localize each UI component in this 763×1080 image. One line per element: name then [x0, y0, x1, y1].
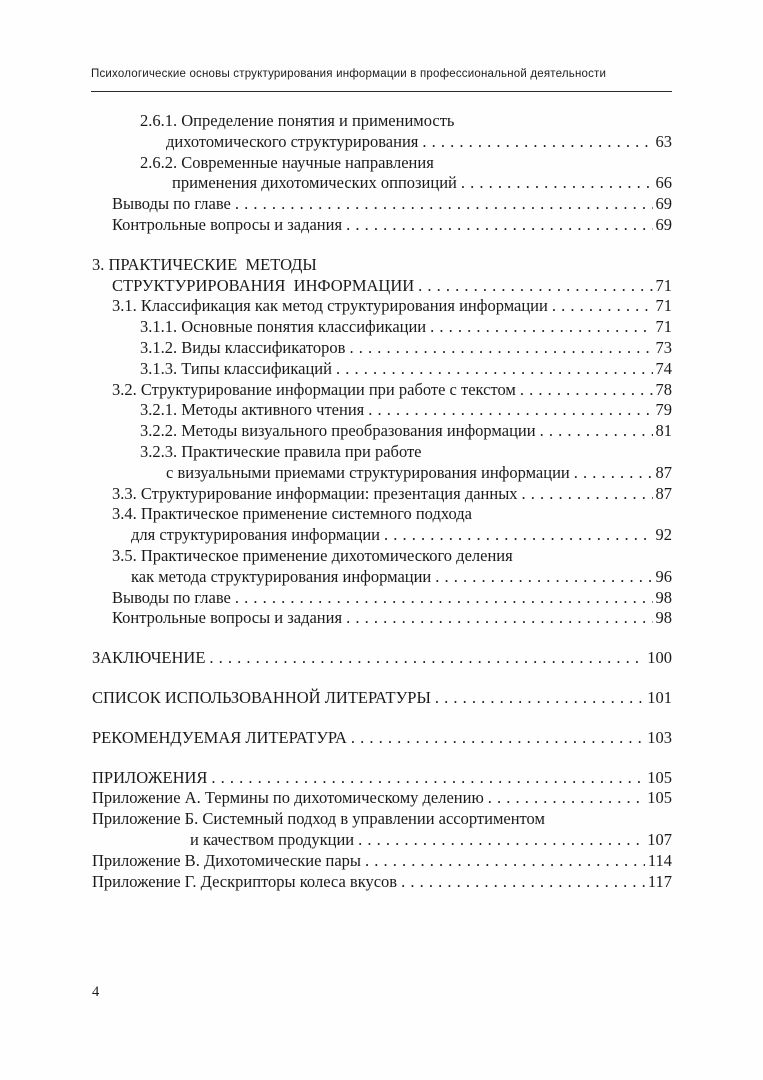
toc-entry-text: 3.2.2. Методы визуального преобразования информации [140, 421, 536, 441]
toc-entry-line [92, 153, 672, 174]
toc-entry-line [92, 728, 672, 749]
toc-page-number: 79 [655, 400, 672, 420]
toc-entry [92, 255, 672, 297]
dot-leader [540, 421, 653, 442]
dot-leader [209, 648, 644, 669]
toc-entry-text: Приложение В. Дихотомические пары [92, 850, 362, 870]
toc-page-number: 78 [655, 379, 672, 399]
toc-page-number: 98 [655, 587, 672, 607]
toc-entry-text: 3.3. Структурирование информации: презентация данных [112, 483, 518, 503]
dot-leader [235, 588, 653, 609]
dot-leader [346, 608, 652, 629]
dot-leader [435, 688, 644, 709]
dot-leader [461, 173, 653, 194]
toc-page-number: 92 [655, 525, 672, 545]
table-of-contents [92, 111, 672, 892]
dot-leader [430, 317, 652, 338]
toc-entry-text: 3.1.3. Типы классификаций [140, 358, 332, 378]
toc-entry-line [92, 317, 672, 338]
header-rule [91, 91, 672, 92]
toc-entry-line [92, 688, 672, 709]
toc-entry [92, 484, 672, 505]
toc-entry-text: как метода структурирования информации [131, 566, 432, 586]
toc-entry [92, 111, 672, 153]
running-head: Психологические основы структурирования информации в профессиональной деятельности [91, 68, 607, 80]
toc-entry-text: 3.1.1. Основные понятия классификации [140, 317, 427, 337]
toc-entry-text: 3. ПРАКТИЧЕСКИЕ МЕТОДЫ [92, 254, 317, 274]
toc-entry-line [92, 276, 672, 297]
toc-entry [92, 380, 672, 401]
toc-entry-line [92, 648, 672, 669]
toc-entry [92, 400, 672, 421]
toc-page-number: 114 [647, 850, 672, 870]
toc-page-number: 63 [655, 131, 672, 151]
toc-entry [92, 215, 672, 236]
dot-leader [235, 194, 653, 215]
toc-entry [92, 851, 672, 872]
toc-entry-text: СПИСОК ИСПОЛЬЗОВАННОЙ ЛИТЕРАТУРЫ [92, 687, 431, 707]
toc-page-number: 81 [655, 421, 672, 441]
toc-entry-text: ЗАКЛЮЧЕНИЕ [92, 648, 206, 668]
toc-entry-text: 3.2. Структурирование информации при работе с текстом [112, 379, 516, 399]
dot-leader [351, 728, 644, 749]
toc-page-number: 105 [647, 767, 672, 787]
toc-entry [92, 688, 672, 709]
toc-entry-text: Приложение Б. Системный подход в управлении ассортиментом [92, 809, 545, 829]
toc-page-number: 103 [647, 727, 672, 747]
toc-page-number: 105 [647, 788, 672, 808]
dot-leader [435, 567, 652, 588]
toc-entry-line [92, 768, 672, 789]
toc-entry-line [92, 421, 672, 442]
toc-entry-text: 2.6.2. Современные научные направления [140, 152, 434, 172]
toc-entry [92, 153, 672, 195]
toc-entry-line [92, 504, 672, 525]
toc-entry-text: с визуальными приемами структурирования информации [166, 462, 570, 482]
toc-entry-text: дихотомического структурирования [166, 131, 419, 151]
toc-entry [92, 442, 672, 484]
dot-leader [418, 276, 652, 297]
toc-entry-text: Приложение А. Термины по дихотомическому делению [92, 788, 484, 808]
toc-entry [92, 588, 672, 609]
toc-page-number: 74 [655, 358, 672, 378]
toc-entry-line [92, 442, 672, 463]
toc-page-number: 71 [655, 275, 672, 295]
toc-entry-line [92, 608, 672, 629]
toc-entry-text: применения дихотомических оппозиций [172, 173, 457, 193]
dot-leader [368, 400, 652, 421]
toc-entry-line [92, 525, 672, 546]
dot-leader [574, 463, 653, 484]
dot-leader [401, 872, 645, 893]
toc-entry-line [92, 111, 672, 132]
toc-page-number: 96 [655, 566, 672, 586]
toc-entry-line [92, 588, 672, 609]
toc-entry-text: Контрольные вопросы и задания [112, 608, 343, 628]
toc-entry [92, 296, 672, 317]
toc-entry-text: Выводы по главе [112, 194, 231, 214]
toc-page-number: 117 [647, 871, 672, 891]
toc-page-number: 71 [655, 317, 672, 337]
dot-leader [488, 788, 644, 809]
toc-entry-line [92, 173, 672, 194]
toc-page-number: 69 [655, 194, 672, 214]
toc-entry-line [92, 338, 672, 359]
toc-entry-line [92, 546, 672, 567]
toc-entry-line [92, 359, 672, 380]
toc-page-number: 87 [655, 483, 672, 503]
toc-page-number: 107 [647, 829, 672, 849]
toc-entry-line [92, 400, 672, 421]
toc-entry [92, 421, 672, 442]
toc-entry-text: для структурирования информации [131, 525, 380, 545]
dot-leader [336, 359, 653, 380]
toc-entry-line [92, 380, 672, 401]
toc-page-number: 98 [655, 608, 672, 628]
toc-entry-line [92, 296, 672, 317]
toc-entry-text: Приложение Г. Дескрипторы колеса вкусов [92, 871, 398, 891]
dot-leader [422, 132, 652, 153]
toc-entry [92, 728, 672, 749]
toc-page-number: 69 [655, 214, 672, 234]
dot-leader [346, 215, 652, 236]
toc-page-number: 66 [655, 173, 672, 193]
toc-entry-line [92, 484, 672, 505]
toc-entry [92, 317, 672, 338]
toc-entry-line [92, 830, 672, 851]
toc-entry-line [92, 872, 672, 893]
toc-entry-text: 2.6.1. Определение понятия и применимость [140, 111, 455, 130]
dot-leader [552, 296, 653, 317]
toc-entry-text: 3.4. Практическое применение системного подхода [112, 504, 472, 524]
dot-leader [384, 525, 653, 546]
toc-entry [92, 608, 672, 629]
toc-entry-text: 3.2.1. Методы активного чтения [140, 400, 365, 420]
toc-entry-text: и качеством продукции [190, 829, 355, 849]
toc-page-number: 87 [655, 462, 672, 482]
dot-leader [349, 338, 652, 359]
toc-entry [92, 504, 672, 546]
toc-page-number: 101 [647, 687, 672, 707]
dot-leader [358, 830, 644, 851]
toc-entry-line [92, 809, 672, 830]
toc-entry [92, 872, 672, 893]
toc-entry [92, 809, 672, 851]
toc-entry-line [92, 463, 672, 484]
toc-page-number: 73 [655, 337, 672, 357]
toc-entry-line [92, 132, 672, 153]
toc-entry [92, 338, 672, 359]
toc-entry [92, 546, 672, 588]
toc-page-number: 71 [655, 296, 672, 316]
dot-leader [522, 484, 653, 505]
toc-entry-text: 3.5. Практическое применение дихотомического деления [112, 545, 513, 565]
toc-entry-text: РЕКОМЕНДУЕМАЯ ЛИТЕРАТУРА [92, 727, 347, 747]
toc-entry-line [92, 567, 672, 588]
toc-entry [92, 788, 672, 809]
dot-leader [211, 768, 644, 789]
toc-entry-text: 3.1. Классификация как метод структурирования информации [112, 296, 548, 316]
toc-entry-text: 3.1.2. Виды классификаторов [140, 337, 346, 357]
toc-entry-line [92, 851, 672, 872]
toc-entry-line [92, 788, 672, 809]
toc-entry-text: 3.2.3. Практические правила при работе [140, 441, 422, 461]
toc-page-number: 100 [647, 648, 672, 668]
toc-entry [92, 768, 672, 789]
toc-entry [92, 648, 672, 669]
toc-entry-line [92, 255, 672, 276]
dot-leader [365, 851, 645, 872]
toc-entry-line [92, 215, 672, 236]
dot-leader [520, 380, 653, 401]
toc-entry-text: Контрольные вопросы и задания [112, 214, 343, 234]
toc-entry [92, 194, 672, 215]
footer-page-number: 4 [92, 984, 100, 1000]
toc-entry-line [92, 194, 672, 215]
toc-entry-text: ПРИЛОЖЕНИЯ [92, 767, 208, 787]
toc-entry-text: Выводы по главе [112, 587, 231, 607]
toc-entry [92, 359, 672, 380]
toc-entry-text: СТРУКТУРИРОВАНИЯ ИНФОРМАЦИИ [112, 275, 415, 295]
